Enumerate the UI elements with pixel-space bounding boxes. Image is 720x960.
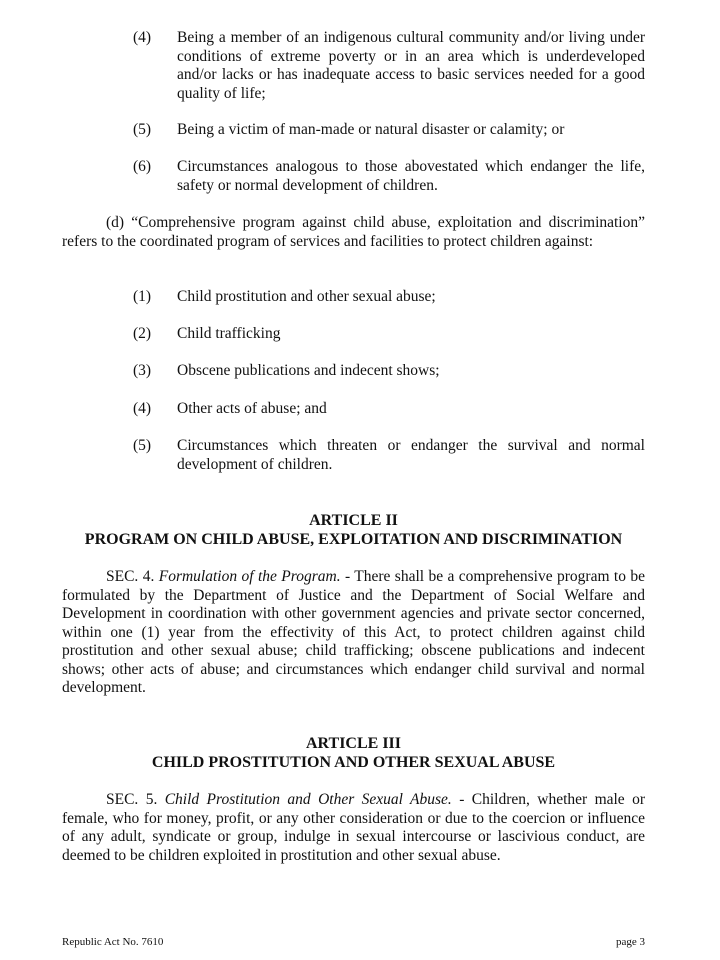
list-item: [133, 437, 645, 474]
section-paragraph: [62, 791, 645, 865]
article-heading: ARTICLE III: [305, 735, 402, 752]
section-paragraph: [62, 568, 645, 698]
list-item: [133, 325, 645, 344]
list-item-number: (3): [133, 362, 152, 379]
list-item-text: Being a victim of man-made or natural disaster or calamity; or: [177, 121, 565, 138]
section-title: Formulation of the Program.: [158, 568, 341, 585]
article-title: CHILD PROSTITUTION AND OTHER SEXUAL ABUSE: [151, 754, 556, 771]
list-item: [133, 121, 645, 140]
list-item-text: Child trafficking: [177, 325, 281, 342]
definition-paragraph: (d) “Comprehensive program against child abuse, exploitation and discrimination” refers to the coordinated program of services and facilities to protect children against:: [62, 214, 645, 250]
section-title: Child Prostitution and Other Sexual Abuse.: [164, 791, 452, 808]
list-item-number: (5): [133, 121, 152, 138]
list-item: [133, 29, 645, 103]
list-item: [133, 158, 645, 195]
article-heading: ARTICLE II: [309, 512, 398, 529]
list-item: [133, 400, 645, 419]
list-item-number: (5): [133, 437, 152, 454]
list-item-text: Circumstances which threaten or endanger the survival and normal development of children.: [177, 437, 645, 473]
list-item: [133, 362, 645, 381]
list-item-text: Circumstances analogous to those abovestated which endanger the life, safety or normal development of children.: [177, 158, 645, 194]
list-item-text: Being a member of an indigenous cultural community and/or living under conditions of extreme poverty or in an area which is underdeveloped and/or lacks or has inadequate access to basic services needed for a good quality of life;: [177, 29, 645, 102]
section-number: SEC. 4.: [106, 568, 155, 585]
footer-left: Republic Act No. 7610: [62, 936, 164, 948]
page-number: page 3: [615, 936, 645, 948]
article-title: PROGRAM ON CHILD ABUSE, EXPLOITATION AND DISCRIMINATION: [84, 531, 623, 548]
section-number: SEC. 5.: [106, 791, 158, 808]
list-item: [133, 288, 645, 307]
list-item-number: (4): [133, 400, 152, 417]
list-item-number: (4): [133, 29, 152, 46]
list-item-number: (6): [133, 158, 152, 175]
list-item-text: Obscene publications and indecent shows;: [177, 362, 440, 379]
list-item-text: Child prostitution and other sexual abuse;: [177, 288, 436, 305]
section-body: - There shall be a comprehensive program to be formulated by the Department of Justice and the Department of Social Welfare and Development in coordination with other government agencies and private sector concerned, within one (1) year from the effectivity of this Act, to protect children against child prostitution and other sexual abuse; child trafficking; obscene publications and indecent shows; other acts of abuse; and circumstances which endanger child survival and normal development.: [62, 568, 645, 696]
list-item-text: Other acts of abuse; and: [177, 400, 327, 417]
list-item-number: (1): [133, 288, 152, 305]
list-item-number: (2): [133, 325, 152, 342]
section-body: - Children, whether male or female, who for money, profit, or any other consideration or due to the coercion or influence of any adult, syndicate or group, indulge in sexual intercourse or lascivious conduct, are deemed to be children exploited in prostitution and other sexual abuse.: [62, 791, 645, 864]
